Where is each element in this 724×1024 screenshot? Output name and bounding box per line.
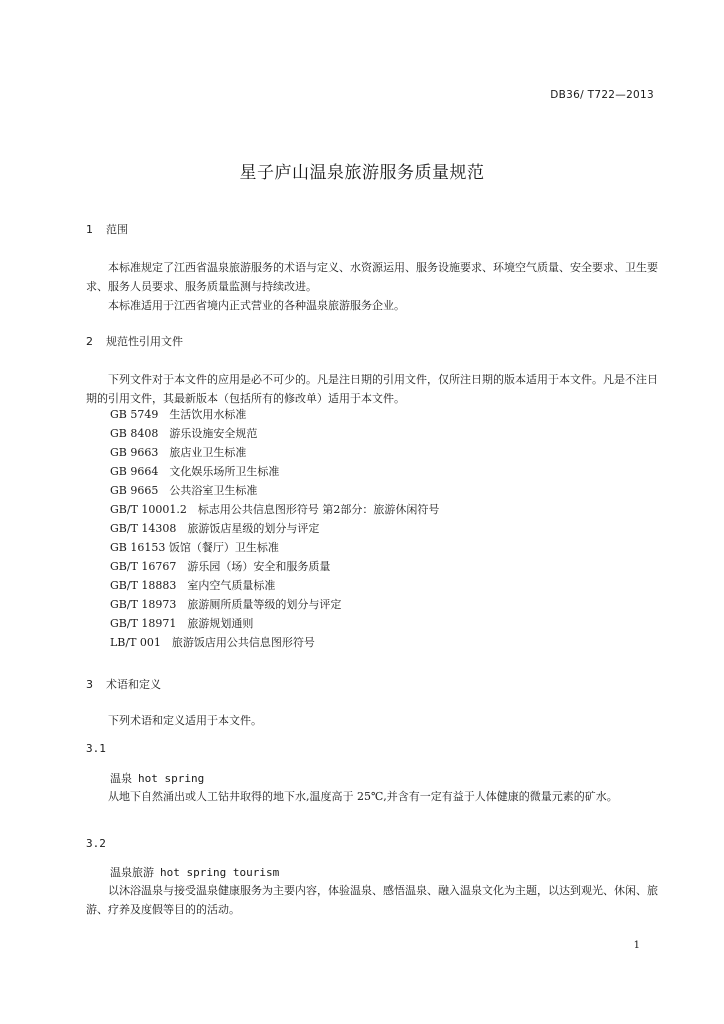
reference-item: GB 9663 旅店业卫生标准 [110,446,247,459]
term-zh: 温泉旅游 [110,866,154,879]
section-1-paragraph-1: 本标准规定了江西省温泉旅游服务的术语与定义、水资源运用、服务设施要求、环境空气质量、安全要求、卫生要求、服务人员要求、服务质量监测与持续改进。 [86,261,658,293]
section-3-intro: 下列术语和定义适用于本文件。 [108,714,262,727]
reference-item: GB/T 14308 旅游饭店星级的划分与评定 [110,522,320,535]
reference-item: GB/T 16767 游乐园（场）安全和服务质量 [110,560,331,573]
reference-item: LB/T 001 旅游饭店用公共信息图形符号 [110,636,315,649]
term-en: hot spring tourism [160,866,280,879]
term-heading [110,770,204,786]
section-1-heading [86,221,128,237]
term-zh: 温泉 [110,772,132,785]
reference-item: GB 5749 生活饮用水标准 [110,408,247,421]
term-heading [110,864,279,880]
reference-item: GB 9664 文化娱乐场所卫生标准 [110,465,280,478]
reference-item: GB 9665 公共浴室卫生标准 [110,484,258,497]
section-title: 范围 [106,223,128,236]
section-title: 规范性引用文件 [106,335,183,348]
section-number: 1 [86,223,93,236]
term-definition: 从地下自然涌出或人工钻井取得的地下水,温度高于 25℃,并含有一定有益于人体健康的微量元素的矿水。 [108,790,618,803]
section-2-heading [86,333,183,349]
reference-item: GB/T 18971 旅游规划通则 [110,617,254,630]
term-en: hot spring [138,772,205,785]
reference-item: GB/T 18973 旅游厕所质量等级的划分与评定 [110,598,342,611]
reference-item: GB/T 18883 室内空气质量标准 [110,579,276,592]
section-number: 3 [86,678,93,691]
reference-list [110,405,439,652]
section-3-heading [86,676,161,692]
document-title: 星子庐山温泉旅游服务质量规范 [239,163,485,183]
term-number: 3.1 [86,742,106,755]
section-title: 术语和定义 [106,678,161,691]
standard-number: DB36/ T722—2013 [550,89,654,101]
section-2-intro: 下列文件对于本文件的应用是必不可少的。凡是注日期的引用文件，仅所注日期的版本适用于本文件。凡是不注日期的引用文件，其最新版本（包括所有的修改单）适用于本文件。 [86,373,658,405]
section-number: 2 [86,335,93,348]
page-number: 1 [633,940,640,951]
term-number: 3.2 [86,837,106,850]
reference-item: GB 8408 游乐设施安全规范 [110,427,258,440]
section-1-paragraph-2: 本标准适用于江西省境内正式营业的各种温泉旅游服务企业。 [108,299,405,312]
reference-item: GB/T 10001.2 标志用公共信息图形符号 第2部分：旅游休闲符号 [110,503,440,516]
term-definition: 以沐浴温泉与接受温泉健康服务为主要内容，体验温泉、感悟温泉、融入温泉文化为主题，以达到观光、休闲、旅游、疗养及度假等目的的活动。 [86,884,658,916]
reference-item: GB 16153 饭馆（餐厅）卫生标准 [110,541,279,554]
